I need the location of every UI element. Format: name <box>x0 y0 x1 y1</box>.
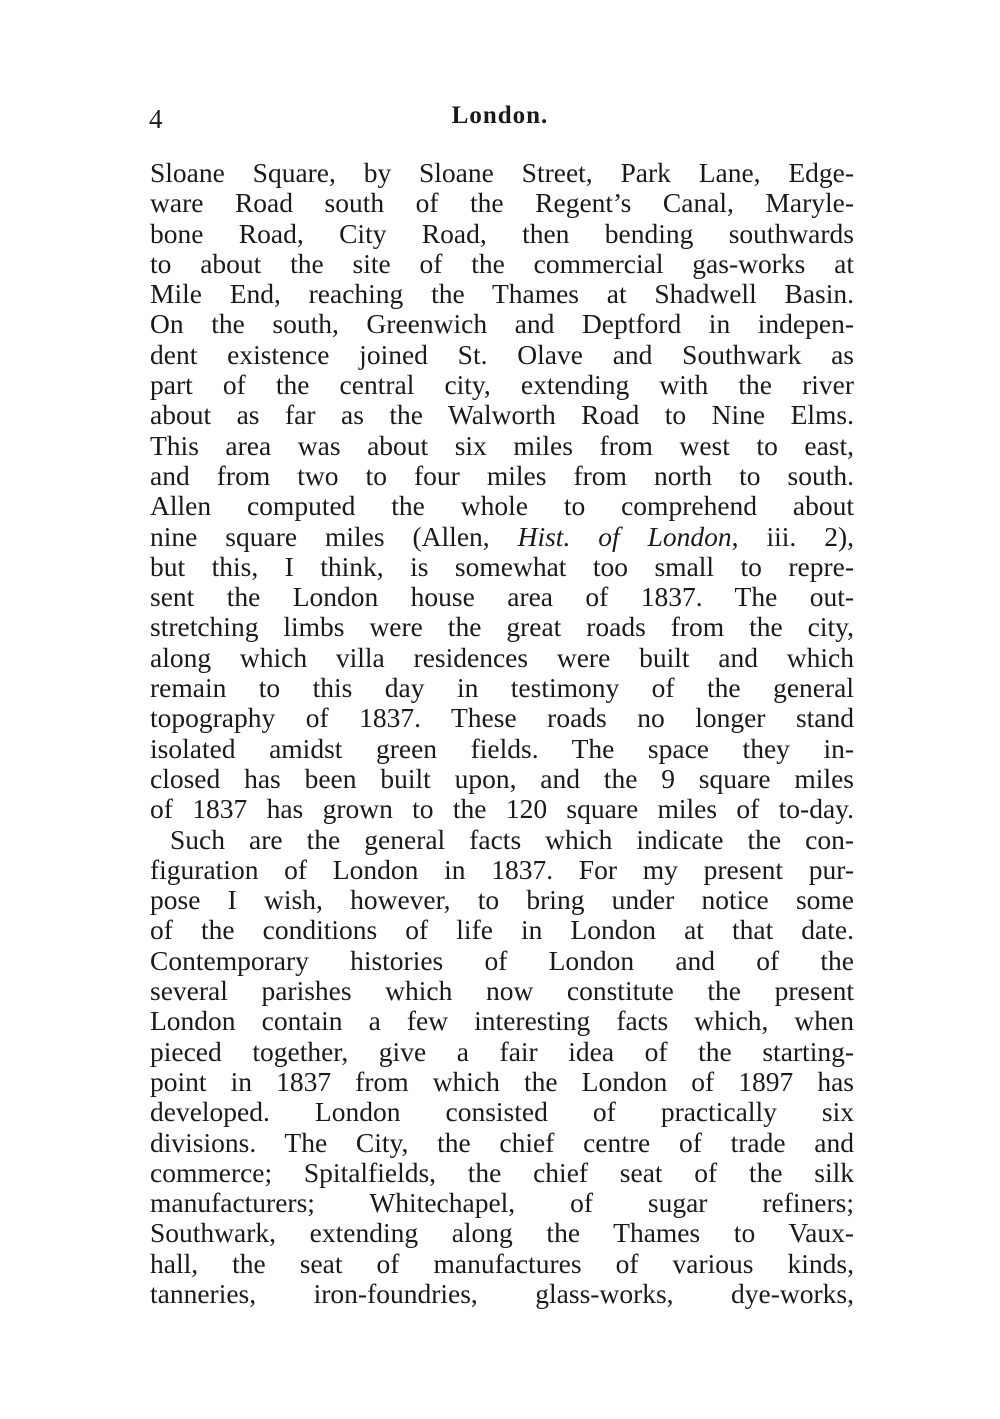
text-line: commerce; Spitalfields, the chief seat of the silk <box>150 1156 854 1188</box>
text-line: several parishes which now constitute the present <box>150 975 854 1007</box>
text-line: to about the site of the commercial gas-works at <box>150 247 854 279</box>
text-line: about as far as the Walworth Road to Nine Elms. <box>150 399 854 431</box>
text-line: hall, the seat of manufactures of various kinds, <box>150 1247 854 1279</box>
text-line: pose I wish, however, to bring under notice some <box>150 884 854 916</box>
text-line: Southwark, extending along the Thames to Vaux- <box>150 1217 854 1249</box>
running-title: London. <box>451 102 549 129</box>
text-line: manufacturers; Whitechapel, of sugar refiners; <box>150 1187 854 1219</box>
text-line: along which villa residences were built and which <box>150 641 854 673</box>
text-line: nine square miles (Allen, Hist. of London, iii. 2), <box>150 520 854 552</box>
text-line: Mile End, reaching the Thames at Shadwell Basin. <box>150 278 854 310</box>
text-line: On the south, Greenwich and Deptford in indepen- <box>150 308 854 340</box>
text-line: topography of 1837. These roads no longer stand <box>150 702 854 734</box>
text-line: closed has been built upon, and the 9 square miles <box>150 762 854 794</box>
text-line: Such are the general facts which indicate the con- <box>170 823 854 855</box>
text-line: Sloane Square, by Sloane Street, Park Lane, Edge- <box>150 157 854 188</box>
text-line: Allen computed the whole to comprehend about <box>150 490 854 522</box>
text-line: tanneries, iron-foundries, glass-works, dye-works, <box>150 1277 854 1309</box>
text-line: dent existence joined St. Olave and Southwark as <box>150 338 854 370</box>
text-line: but this, I think, is somewhat too small to repre- <box>150 550 854 582</box>
text-line: divisions. The City, the chief centre of trade and <box>150 1126 854 1158</box>
page-number: 4 <box>149 104 163 134</box>
text-line: point in 1837 from which the London of 1897 has <box>150 1065 854 1097</box>
text-line: of the conditions of life in London at that date. <box>150 914 854 946</box>
text-line: of 1837 has grown to the 120 square miles of to-day. <box>150 793 854 825</box>
text-line: pieced together, give a fair idea of the starting- <box>150 1035 854 1067</box>
italic-citation: Hist. of London <box>517 520 732 552</box>
text-line: isolated amidst green fields. The space they in- <box>150 732 854 764</box>
text-line: remain to this day in testimony of the general <box>150 672 854 704</box>
text-line: This area was about six miles from west to east, <box>150 429 854 461</box>
text-line: figuration of London in 1837. For my present pur- <box>150 853 854 885</box>
body-text <box>150 158 854 1309</box>
text-line: developed. London consisted of practically six <box>150 1096 854 1128</box>
text-line: and from two to four miles from north to south. <box>150 459 854 491</box>
text-line: London contain a few interesting facts which, when <box>150 1005 854 1037</box>
text-line: Contemporary histories of London and of the <box>150 944 854 976</box>
text-line: bone Road, City Road, then bending southwards <box>150 217 854 249</box>
text-line: part of the central city, extending with the river <box>150 369 854 401</box>
text-line: ware Road south of the Regent’s Canal, Maryle- <box>150 187 854 219</box>
text-line: stretching limbs were the great roads from the city, <box>150 611 854 643</box>
text-line: sent the London house area of 1837. The out- <box>150 581 854 613</box>
